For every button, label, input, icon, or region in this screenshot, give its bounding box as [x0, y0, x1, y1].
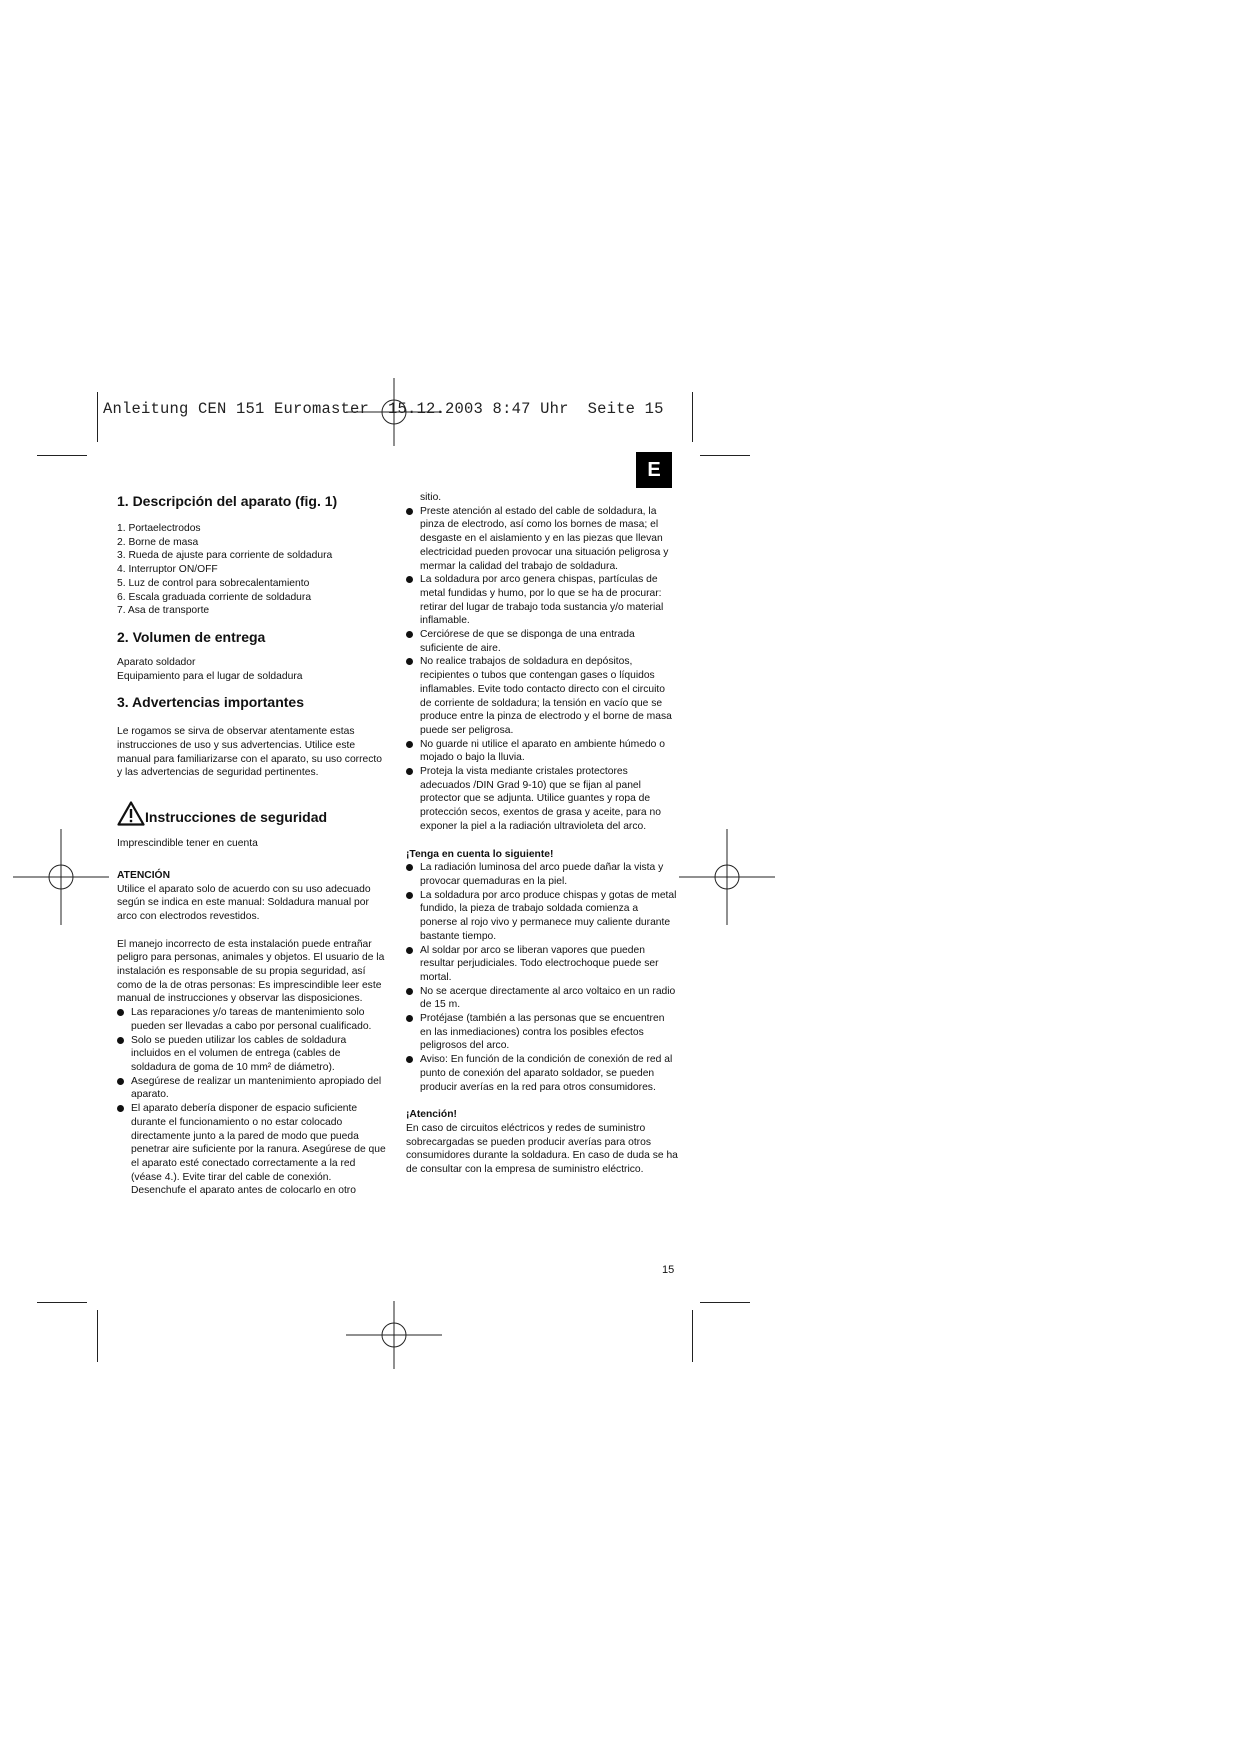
- language-badge: E: [636, 452, 672, 488]
- list-item: Al soldar por arco se liberan vapores que pueden resultar perjudiciales. Todo electrochoque puede ser mortal.: [406, 944, 678, 985]
- bullet-icon: [406, 892, 413, 899]
- bullet-icon: [406, 508, 413, 515]
- list-item: 4. Interruptor ON/OFF: [117, 564, 218, 576]
- list-item: Asegúrese de realizar un mantenimiento apropiado del aparato.: [117, 1075, 387, 1102]
- bullet-icon: [117, 1105, 124, 1112]
- safety-bullets: [117, 1006, 387, 1198]
- delivery-line: Equipamiento para el lugar de soldadura: [117, 670, 303, 682]
- registration-mark-right: [679, 829, 775, 925]
- bullet-icon: [406, 741, 413, 748]
- bullet-icon: [406, 1056, 413, 1063]
- section-title-safety: Instrucciones de seguridad: [145, 809, 328, 826]
- crop-mark: [97, 1310, 98, 1362]
- registration-mark-top: [346, 364, 442, 460]
- list-item: Protéjase (también a las personas que se encuentren en las inmediaciones) contra los posibles efectos peligrosos del arco.: [406, 1012, 678, 1053]
- list-item: Las reparaciones y/o tareas de mantenimiento solo pueden ser llevadas a cabo por personal cualificado.: [117, 1006, 387, 1033]
- list-item: El aparato debería disponer de espacio suficiente durante el funcionamiento o no estar colocado directamente junto a la pared de modo que pueda penetrar aire suficiente por la ranura. Asegúrese de que el aparato esté conectado correctamente a la red (véase 4.). Evite tirar del cable de conexión. Desenchufe el aparato antes de colocarlo en otro: [117, 1102, 387, 1198]
- list-item: La soldadura por arco genera chispas, partículas de metal fundidas y humo, por lo que se ha de procurar: retirar del lugar de trabajo toda sustancia y/o material inflamable.: [406, 573, 678, 628]
- safety-heading: [117, 801, 387, 826]
- note-title: ¡Tenga en cuenta lo siguiente!: [406, 848, 554, 860]
- print-header: Anleitung CEN 151 Euromaster 15.12.2003 8:47 Uhr Seite 15: [103, 400, 664, 418]
- list-item: 7. Asa de transporte: [117, 605, 210, 617]
- crop-mark: [37, 1302, 87, 1303]
- attention-text-right: En caso de circuitos eléctricos y redes de suministro sobrecargadas se pueden producir averías para otros consumidores durante la soldadura. En caso de duda se ha de consultar con la empresa de suministro eléctrico.: [406, 1122, 678, 1176]
- crop-mark: [692, 392, 693, 442]
- list-item: No realice trabajos de soldadura en depósitos, recipientes o tubos que contengan gases o líquidos inflamables. Evite todo contacto directo con el circuito de corriente de soldadura; la tensión en vacío que se produce entre la pinza de electrodo y el borne de masa puede ser peligrosa.: [406, 655, 678, 737]
- section-title-delivery: 2. Volumen de entrega: [117, 628, 266, 645]
- list-item: 1. Portaelectrodos: [117, 523, 201, 534]
- bullet-icon: [406, 768, 413, 775]
- crop-mark: [37, 455, 87, 456]
- list-item: Aviso: En función de la condición de conexión de red al punto de conexión del aparato soldador, se pueden producir averías en la red para otros consumidores.: [406, 1053, 678, 1094]
- list-item: Cerciórese de que se disponga de una entrada suficiente de aire.: [406, 628, 678, 655]
- safety-bullets-continued: [406, 505, 678, 834]
- registration-mark-left: [13, 829, 109, 925]
- bullet-icon: [406, 864, 413, 871]
- warnings-text: Le rogamos se sirva de observar atentamente estas instrucciones de uso y sus advertencias. Utilice este manual para familiarizarse con el aparato, su uso correcto y las advertencias de seguridad pertinentes.: [117, 726, 382, 779]
- list-item: La soldadura por arco produce chispas y gotas de metal fundido, la pieza de trabajo soldada comienza a ponerse al rojo vivo y permanece muy caliente durante bastante tiempo.: [406, 889, 678, 944]
- bullet-icon: [117, 1009, 124, 1016]
- safety-note: Imprescindible tener en cuenta: [117, 838, 258, 850]
- bullet-icon: [117, 1037, 124, 1044]
- page-number: 15: [662, 1264, 675, 1276]
- bullet-icon: [406, 988, 413, 995]
- warning-triangle-icon: [117, 801, 145, 826]
- bullet-icon: [406, 658, 413, 665]
- parts-list: [117, 522, 387, 618]
- list-item: 5. Luz de control para sobrecalentamiento: [117, 577, 310, 589]
- bullet-icon: [406, 631, 413, 638]
- registration-mark-bottom: [346, 1287, 442, 1383]
- attention-text: Utilice el aparato solo de acuerdo con su uso adecuado según se indica en este manual: Soldadura manual por arco con electrodos revestidos.: [117, 883, 371, 922]
- continuation-text: sitio.: [420, 492, 442, 503]
- list-item: No guarde ni utilice el aparato en ambiente húmedo o mojado o bajo la lluvia.: [406, 738, 678, 765]
- misuse-text: El manejo incorrecto de esta instalación puede entrañar peligro para personas, animales y objetos. El usuario de la instalación es responsable de su propia seguridad, así como de la de otras personas: Es imprescindible leer este manual de instrucciones y observar las disposiciones.: [117, 938, 385, 1005]
- attention-title: ATENCIÓN: [117, 869, 171, 881]
- right-column: [406, 491, 678, 1177]
- crop-mark: [97, 392, 98, 442]
- bullet-icon: [406, 947, 413, 954]
- delivery-line: Aparato soldador: [117, 656, 196, 668]
- section-title-warnings: 3. Advertencias importantes: [117, 694, 304, 711]
- attention-title-right: ¡Atención!: [406, 1109, 457, 1121]
- list-item: No se acerque directamente al arco voltaico en un radio de 15 m.: [406, 985, 678, 1012]
- crop-mark: [692, 1310, 693, 1362]
- list-item: Preste atención al estado del cable de soldadura, la pinza de electrodo, así como los bornes de masa; el desgaste en el aislamiento y en las piezas que llevan electricidad pueden provocar una situación peligrosa y mermar la calidad del trabajo de soldadura.: [406, 505, 678, 574]
- list-item: La radiación luminosa del arco puede dañar la vista y provocar quemaduras en la piel.: [406, 861, 678, 888]
- note-bullets: [406, 861, 678, 1094]
- list-item: 6. Escala graduada corriente de soldadura: [117, 591, 312, 603]
- list-item: 2. Borne de masa: [117, 536, 199, 548]
- bullet-icon: [406, 576, 413, 583]
- crop-mark: [700, 455, 750, 456]
- bullet-icon: [117, 1078, 124, 1085]
- bullet-icon: [406, 1015, 413, 1022]
- list-item: Proteja la vista mediante cristales protectores adecuados /DIN Grad 9-10) que se fijan al panel protector que se adjunta. Utilice guantes y ropa de protección secos, exentos de grasa y aceite, para no exponer la piel a la radiación ultravioleta del arco.: [406, 765, 678, 834]
- left-column: [117, 492, 387, 1198]
- list-item: Solo se pueden utilizar los cables de soldadura incluidos en el volumen de entrega (cables de soldadura de goma de 10 mm² de diámetro).: [117, 1034, 387, 1075]
- crop-mark: [700, 1302, 750, 1303]
- section-title-description: 1. Descripción del aparato (fig. 1): [117, 493, 338, 509]
- list-item: 3. Rueda de ajuste para corriente de soldadura: [117, 550, 333, 562]
